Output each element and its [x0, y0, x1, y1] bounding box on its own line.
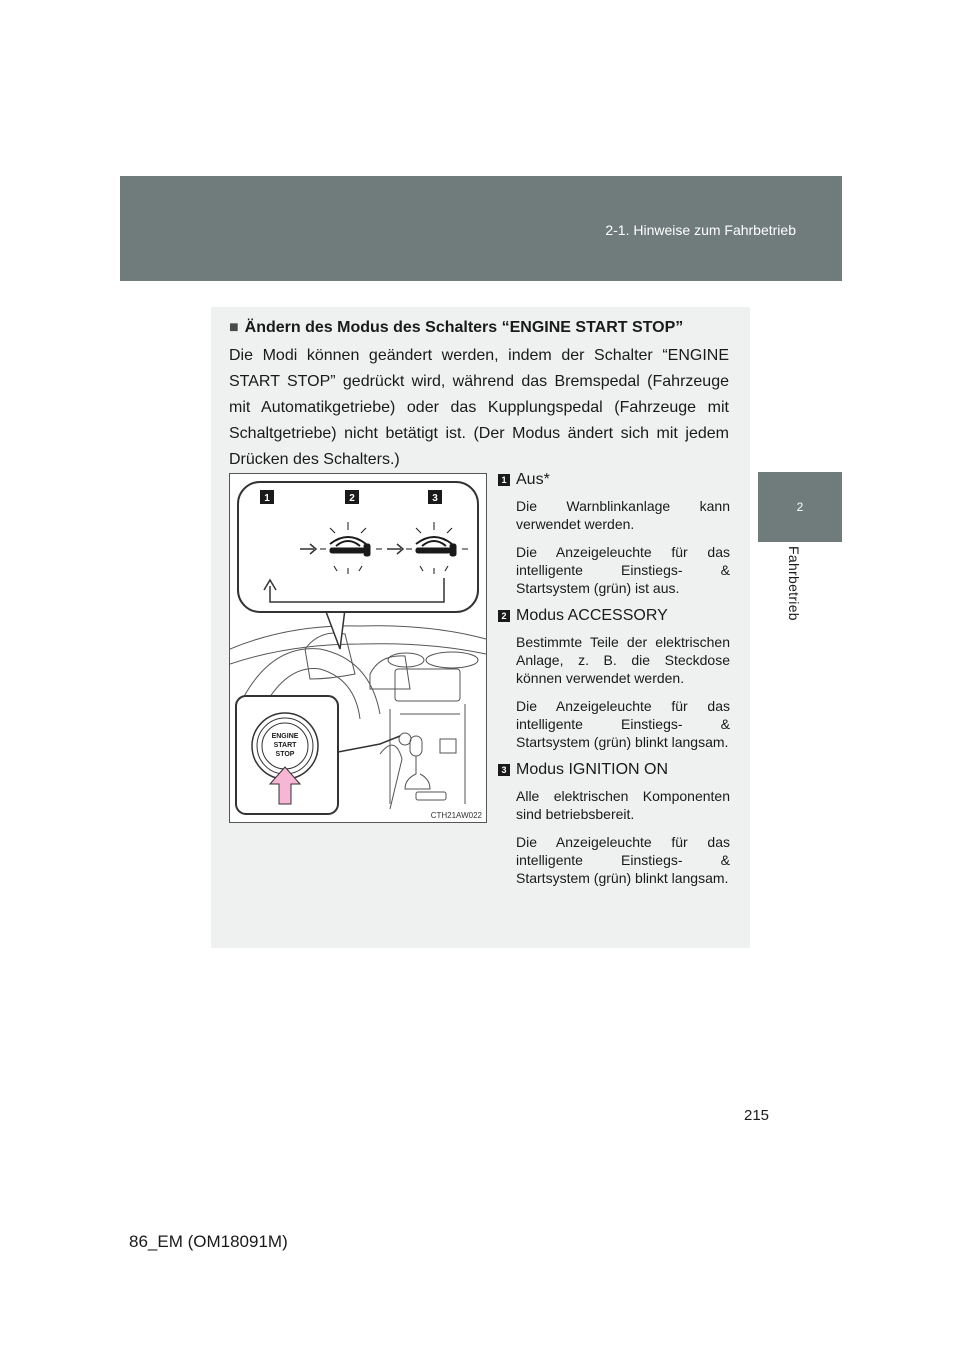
engine-switch-illustration: [229, 473, 487, 823]
item-paragraph: Die Anzeigeleuchte für das intelligente Einstiegs- & Startsystem (grün) ist aus.: [516, 544, 730, 596]
number-badge: 1: [498, 474, 510, 486]
item-paragraph: Alle elektrischen Komponenten sind betriebsbereit.: [516, 788, 730, 822]
item-paragraph: Die Anzeigeleuchte für das intelligente Einstiegs- & Startsystem (grün) blinkt langsam.: [516, 698, 730, 750]
chapter-tab-number: 2: [758, 472, 842, 542]
item-paragraph: Bestimmte Teile der elektrischen Anlage, z. B. die Steckdose können verwendet werden.: [516, 634, 730, 686]
intro-paragraph: Die Modi können geändert werden, indem der Schalter “ENGINE START STOP” gedrückt wird, während das Bremspedal (Fahrzeuge mit Automatikgetriebe) oder das Kupplungspedal (Fahrzeuge mit Schaltgetriebe) nicht betätigt ist. (Der Modus ändert sich mit jedem Drücken des Schalters.): [229, 347, 729, 468]
item-title: Aus*: [516, 471, 550, 488]
page-number: 215: [744, 1107, 770, 1124]
section-heading-text: Ändern des Modus des Schalters “ENGINE START STOP”: [244, 319, 684, 336]
content-box: [211, 307, 750, 948]
square-bullet-icon: ■: [229, 319, 239, 336]
section-heading: [229, 319, 683, 337]
dashboard-drawing: [230, 474, 486, 822]
figure-code: CTH21AW022: [430, 811, 482, 820]
list-item-ignition-on: [498, 761, 730, 887]
list-item-off: [498, 471, 730, 597]
chapter-tab-label: Fahrbetrieb: [786, 546, 802, 621]
document-code: 86_EM (OM18091M): [129, 1232, 288, 1251]
marker-2: 2: [349, 493, 355, 504]
list-item-accessory: [498, 607, 730, 751]
item-paragraph: Die Warnblinkanlage kann verwendet werden.: [516, 498, 730, 532]
marker-1: 1: [264, 493, 270, 504]
item-title: Modus IGNITION ON: [516, 761, 669, 778]
number-badge: 2: [498, 610, 510, 622]
chapter-header: [120, 176, 842, 281]
number-badge: 3: [498, 764, 510, 776]
item-paragraph: Die Anzeigeleuchte für das intelligente Einstiegs- & Startsystem (grün) blinkt langsam.: [516, 834, 730, 886]
mode-list: [498, 471, 730, 897]
svg-text:START: START: [273, 742, 297, 749]
section-title: 2-1. Hinweise zum Fahrbetrieb: [605, 222, 796, 238]
svg-text:STOP: STOP: [275, 751, 295, 758]
item-title: Modus ACCESSORY: [516, 607, 668, 624]
marker-3: 3: [432, 493, 438, 504]
svg-text:ENGINE: ENGINE: [271, 733, 299, 740]
